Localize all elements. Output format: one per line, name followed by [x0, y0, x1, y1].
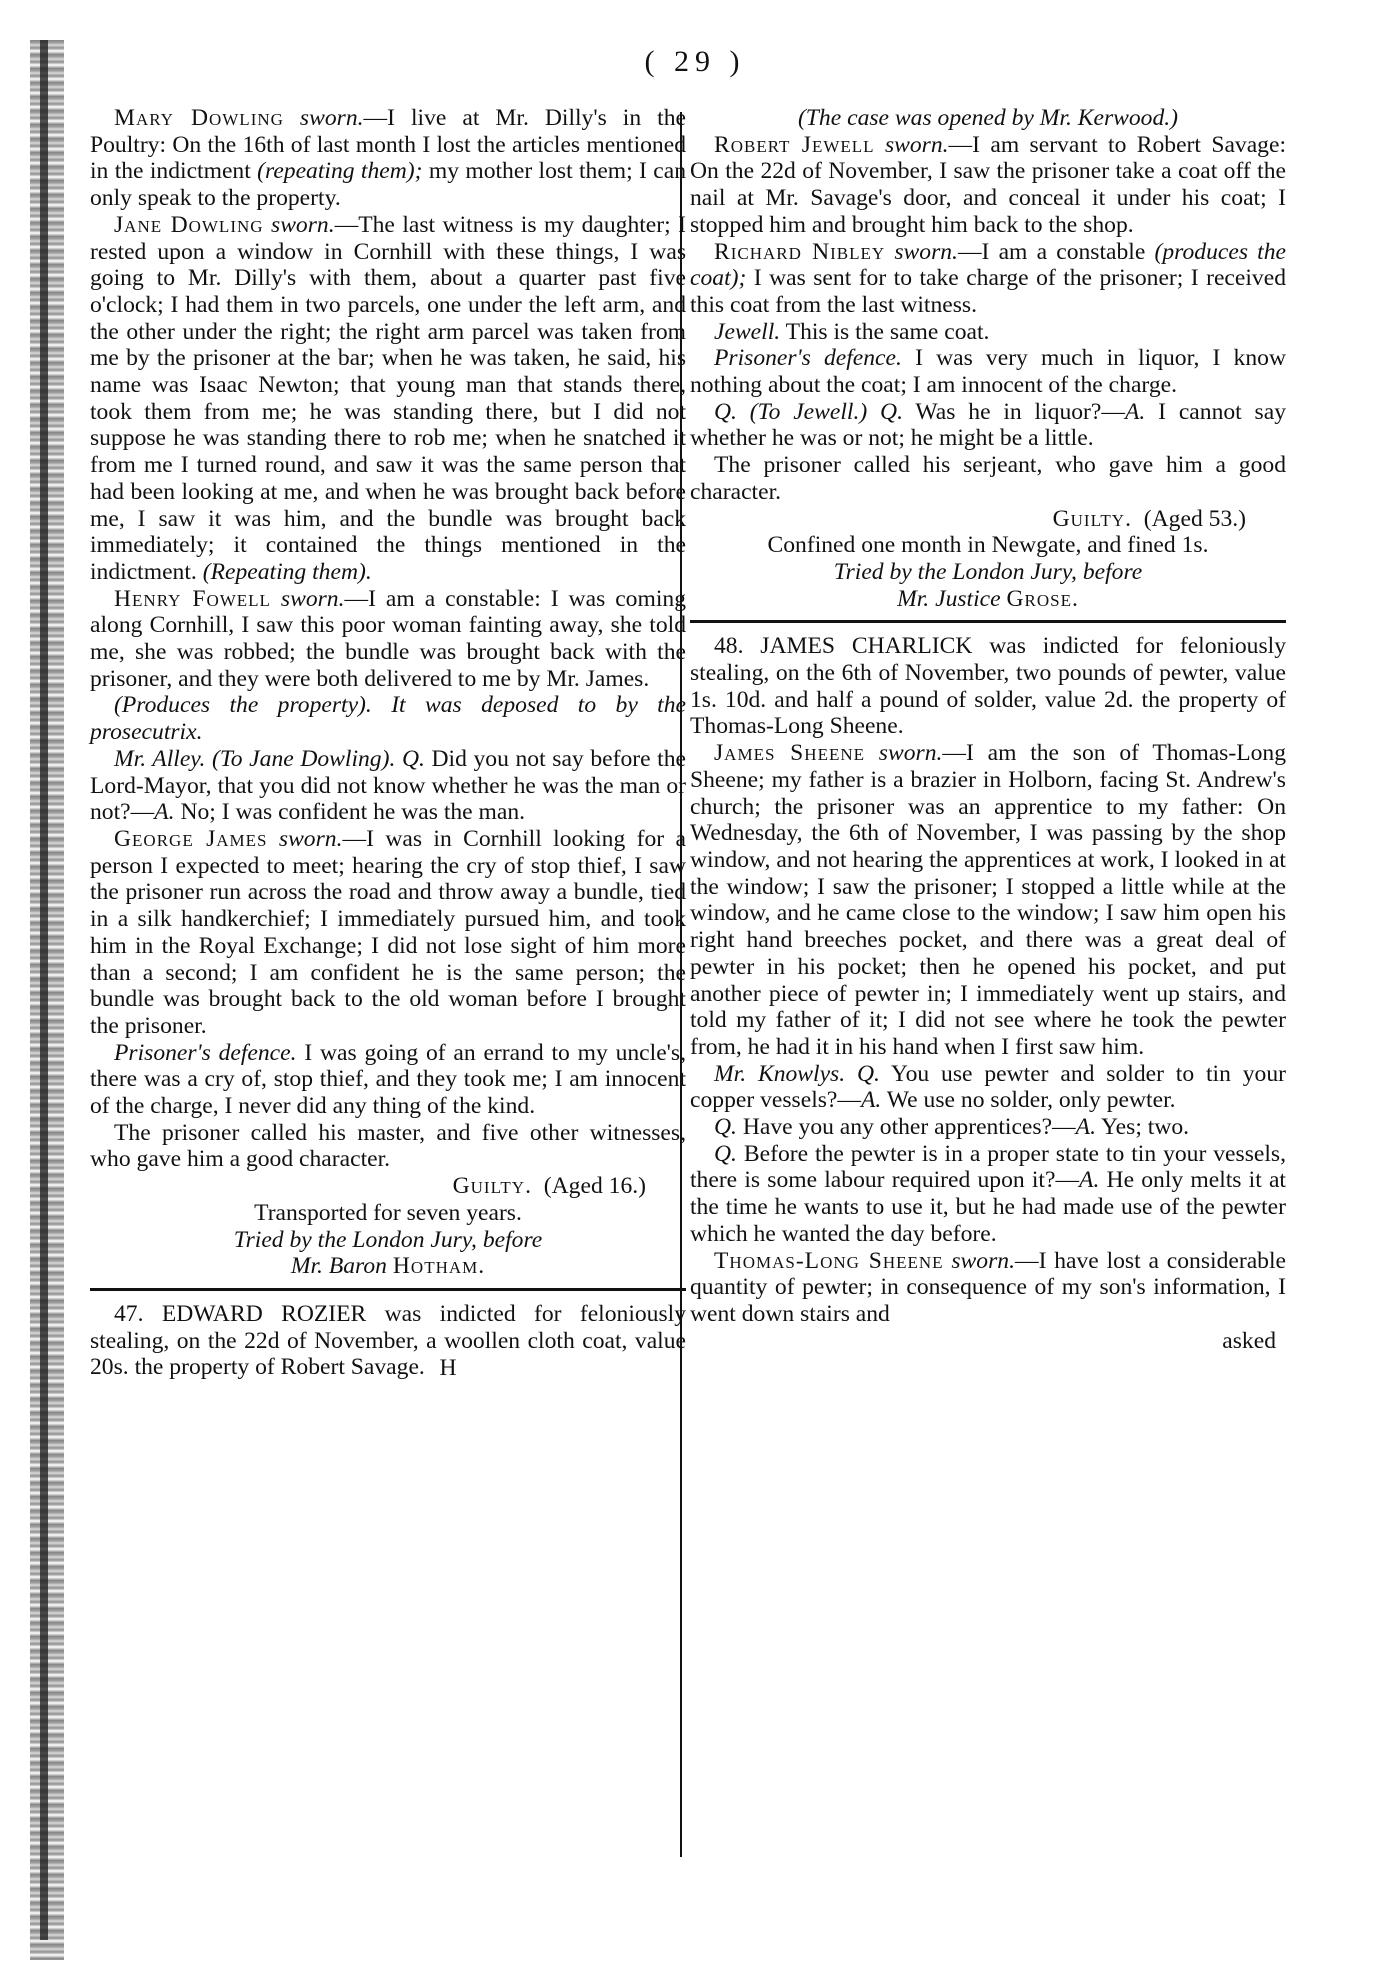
verdict: Guilty. [452, 1173, 532, 1200]
sworn-label: sworn. [878, 740, 943, 767]
testimony-thomas-long-sheene [690, 1248, 1286, 1328]
binding-edge [40, 40, 48, 1940]
sworn-label: sworn. [299, 105, 364, 131]
sworn-label: sworn. [271, 211, 335, 238]
sworn-label: sworn. [884, 131, 949, 158]
witness-name: Mary Dowling [114, 105, 284, 131]
witness-name: Thomas-Long Sheene [714, 1247, 944, 1274]
question-to-jewell [690, 399, 1286, 452]
defence-text: I was going of an errand to my uncle's, there was a cry of, stop thief, and they took me; I am innocent of the charge, I never did any thing of the kind. [90, 1039, 686, 1120]
question-apprentices [690, 1114, 1286, 1141]
aged: (Aged 16.) [543, 1173, 646, 1200]
answer-text: We use no solder, only pewter. [886, 1087, 1176, 1114]
character-witnesses: The prisoner called his master, and five other witnesses, who gave him a good character. [90, 1119, 686, 1173]
sentence: Transported for seven years. [254, 1199, 522, 1226]
catchword: asked [1222, 1327, 1276, 1354]
testimony-henry-fowell [90, 586, 686, 693]
testimony-text: —I am servant to Robert Savage: On the 22d of November, I saw the prisoner take a coat off the nail at Mr. Savage's door, and conceal it under his coat; I stopped him and brought him back to the shop. [690, 131, 1287, 238]
aged: (Aged 53.) [1143, 505, 1246, 532]
verdict-line [90, 1173, 686, 1200]
case-separator [690, 620, 1286, 623]
defence-label: Prisoner's defence. [114, 1039, 297, 1066]
testimony-mary-dowling [90, 105, 686, 212]
case-47-heading: 47. EDWARD ROZIER was indicted for feloniously stealing, on the 22d of November, a woollen cloth coat, value 20s. the property of Robert Savage. [90, 1300, 686, 1381]
examiner-label: Mr. Knowlys. Q. [714, 1060, 880, 1087]
sworn-label: sworn. [951, 1247, 1015, 1274]
verdict: Guilty. [1052, 505, 1132, 532]
testimony-text: I was sent for to take charge of the prisoner; I received this coat from the last witness. [690, 265, 1286, 318]
cross-examination [690, 1061, 1286, 1114]
question-text: Was he in liquor?— [915, 398, 1125, 425]
signature-mark: H [439, 1355, 457, 1382]
testimony-text: —The last witness is my daughter; I rested upon a window in Cornhill with these things, I was going to Mr. Dilly's with them, about a quarter past five o'clock; I had them in two parcels, one under the left arm, and the other under the right; the right arm parcel was taken from me by the prisoner at the bar; when he was taken, he said, his name was Isaac Newton; that young man that stands there, took them from me; he was standing there, but I did not suppose he was standing there to rob me; when he snatched it from me I turned round, and saw it was the same person that had been looking at me, and when he was brought back before me, I saw it was him, and the bundle was brought back immediately; it contained the things mentioned in the indictment. [90, 211, 687, 585]
testimony-robert-jewell [690, 132, 1286, 239]
question-labour [690, 1141, 1286, 1248]
sentence: Confined one month in Newgate, and fined 1s. [767, 532, 1209, 559]
answer-label: A. [1075, 1114, 1096, 1141]
repeating-note: (repeating them); [257, 158, 423, 185]
testimony-text: —I live at Mr. Dilly's in the Poultry: On the 16th of last month I lost the articles mentioned in the indictment [90, 105, 686, 185]
judge-name: Hotham. [392, 1253, 486, 1280]
question-text: You use pewter and solder to tin your copper vessels?— [690, 1060, 1287, 1114]
witness-name: Henry Fowell [114, 585, 271, 612]
examiner-label: Mr. Alley. (To Jane Dowling). Q. [114, 745, 425, 772]
sworn-label: sworn. [280, 585, 345, 612]
testimony-text: my mother lost them; I can only speak to the property. [90, 158, 687, 212]
answer-label: A. [861, 1087, 882, 1114]
answer-label: A. [154, 799, 175, 826]
testimony-jane-dowling [90, 212, 686, 586]
testimony-text: —I am a constable [957, 238, 1146, 265]
produces-property-note: (Produces the property). It was deposed to by the prosecutrix. [90, 692, 686, 746]
witness-name: George James [114, 825, 268, 852]
answer-text: No; I was confident he was the man. [180, 799, 526, 826]
testimony-text: —I am a constable: I was coming along Cornhill, I saw this poor woman fainting away, she told me, she was robbed; the bundle was brought back with the prisoner, and they were both delivered to me by Mr. James. [90, 585, 686, 692]
repeating-note: (Repeating them). [202, 558, 372, 585]
tried-by: Tried by the London Jury, before [833, 558, 1143, 585]
question-label: Q. (To Jewell.) Q. [714, 398, 903, 425]
witness-name: James Sheene [714, 740, 866, 767]
speaker-label: Jewell. [714, 318, 781, 345]
judge-title: Mr. Baron [290, 1253, 387, 1280]
testimony-james-sheene [690, 740, 1286, 1060]
prisoner-defence [90, 1040, 686, 1120]
testimony-text: —I am the son of Thomas-Long Sheene; my father is a brazier in Holborn, facing St. Andrew's church; the prisoner was an apprentice to my father: On Wednesday, the 6th of November, I was passing by the shop window, and not hearing the apprentices at work, I looked in at the window; I saw the prisoner; I stopped a little while at the window, and he came close to the window; I saw him open his right hand breeches pocket, and there was a great deal of pewter in his pocket; then he opened his pocket, and put another piece of pewter in; I immediately went up stairs, and told my father of it; I did not see where he took the pewter from, he had it in his hand when I first saw him. [690, 740, 1287, 1060]
judge-title: Mr. Justice [897, 585, 1001, 612]
defence-label: Prisoner's defence. [714, 345, 902, 372]
right-column [690, 105, 1286, 1354]
judge-name: Grose. [1006, 585, 1079, 612]
defence-text: I was very much in liquor, I know nothing about the coat; I am innocent of the charge. [690, 345, 1286, 399]
testimony-richard-nibley [690, 239, 1286, 319]
answer-text: Yes; two. [1101, 1114, 1190, 1141]
case-opened-note: (The case was opened by Mr. Kerwood.) [797, 105, 1179, 131]
page-number: ( 29 ) [644, 45, 746, 78]
sworn-label: sworn. [894, 238, 958, 265]
produces-note: (produces the coat); [690, 238, 1287, 292]
jewell-statement [690, 319, 1286, 346]
answer-label: A. [1124, 398, 1146, 425]
question-text: Did you not say before the Lord-Mayor, that you did not know whether he was the man or not?— [90, 745, 686, 826]
answer-label: A. [1079, 1167, 1100, 1194]
left-column [90, 105, 686, 1382]
witness-name: Richard Nibley [714, 238, 886, 265]
question-label: Q. [714, 1114, 737, 1141]
testimony-text: —I have lost a considerable quantity of pewter; in consequence of my son's information, I went down stairs and [690, 1247, 1286, 1327]
witness-name: Robert Jewell [714, 131, 875, 158]
statement-text: This is the same coat. [785, 318, 990, 345]
character-witness: The prisoner called his serjeant, who gave him a good character. [690, 452, 1286, 505]
case-separator [90, 1288, 686, 1291]
answer-text: I cannot say whether he was or not; he might be a little. [690, 398, 1286, 452]
question-label: Q. [714, 1140, 737, 1167]
question-text: Before the pewter is in a proper state to tin your vessels, there is some labour required upon it?— [690, 1140, 1286, 1194]
cross-examination [90, 746, 686, 826]
judge-line [90, 1253, 686, 1280]
question-text: Have you any other apprentices?— [742, 1114, 1076, 1141]
prisoner-defence [690, 345, 1286, 398]
witness-name: Jane Dowling [114, 211, 264, 238]
verdict-line [690, 506, 1286, 533]
judge-line [690, 586, 1286, 613]
testimony-george-james [90, 826, 686, 1040]
tried-by: Tried by the London Jury, before [233, 1226, 543, 1253]
case-48-heading: 48. JAMES CHARLICK was indicted for feloniously stealing, on the 6th of November, two pounds of pewter, value 1s. 10d. and half a pound of solder, value 2d. the property of Thomas-Long Sheene. [690, 633, 1286, 740]
answer-text: He only melts it at the time he wants to use it, but he had made use of the pewter which he wanted the day before. [690, 1167, 1286, 1247]
testimony-text: —I was in Cornhill looking for a person I expected to meet; hearing the cry of stop thief, I saw the prisoner run across the road and throw away a bundle, tied in a silk handkerchief; I immediately pursued him, and took him in the Royal Exchange; I did not lose sight of him more than a second; I am confident he is the same person; the bundle was brought back to the old woman before I brought the prisoner. [90, 825, 686, 1039]
sworn-label: sworn. [278, 825, 343, 852]
